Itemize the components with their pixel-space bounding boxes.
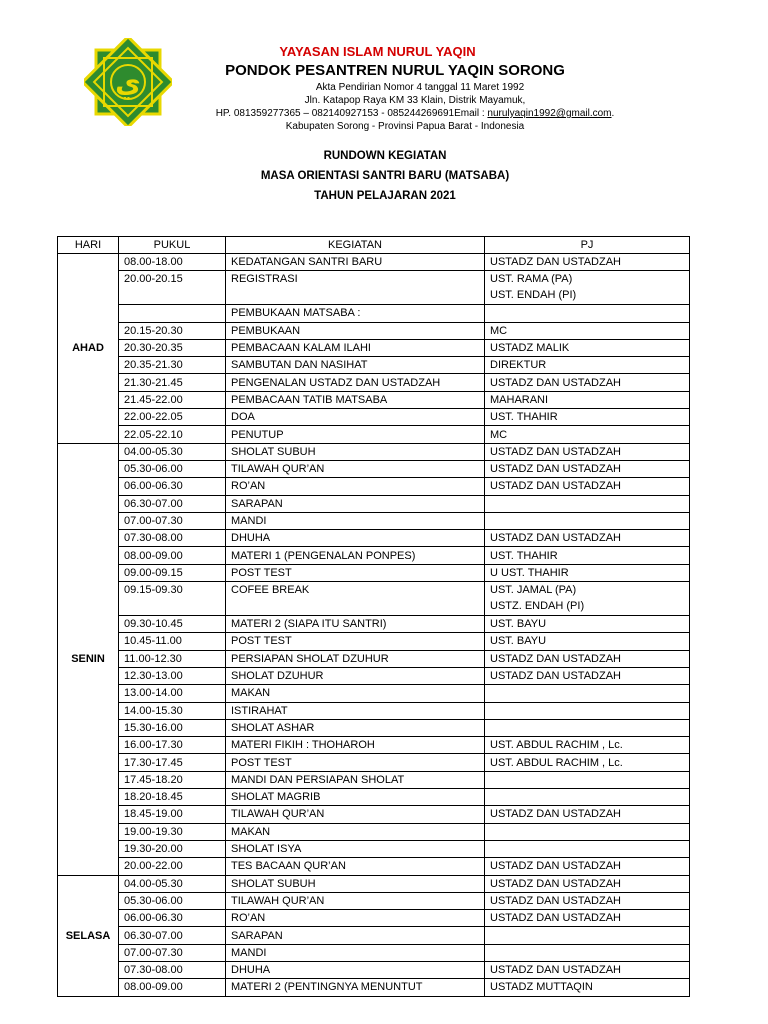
pj-line: USTZ. ENDAH (PI) xyxy=(490,600,585,613)
activity-cell: PENGENALAN USTADZ DAN USTADZAH xyxy=(226,374,485,391)
time-cell: 22.00-22.05 xyxy=(119,409,226,426)
table-body xyxy=(58,254,690,997)
activity-cell: KEDATANGAN SANTRI BARU xyxy=(226,254,485,271)
time-cell: 14.00-15.30 xyxy=(119,702,226,719)
activity-cell: SARAPAN xyxy=(226,927,485,944)
pj-cell xyxy=(485,582,690,616)
document-year: TAHUN PELAJARAN 2021 xyxy=(314,190,456,202)
header-hari: HARI xyxy=(58,237,119,254)
time-cell: 22.05-22.10 xyxy=(119,426,226,443)
activity-cell: DOA xyxy=(226,409,485,426)
table-row xyxy=(58,719,690,736)
table-row xyxy=(58,254,690,271)
activity-cell: PERSIAPAN SHOLAT DZUHUR xyxy=(226,650,485,667)
activity-cell: MATERI 2 (PENTINGNYA MENUNTUT xyxy=(226,979,485,996)
activity-cell: MANDI xyxy=(226,944,485,961)
pj-cell: MAHARANI xyxy=(485,391,690,408)
document-subtitle: MASA ORIENTASI SANTRI BARU (MATSABA) xyxy=(260,170,510,182)
table-row xyxy=(58,961,690,978)
pj-cell xyxy=(485,840,690,857)
pj-cell xyxy=(485,305,690,322)
table-row xyxy=(58,512,690,529)
pj-cell: USTADZ DAN USTADZAH xyxy=(485,650,690,667)
activity-cell: POST TEST xyxy=(226,633,485,650)
activity-cell: SHOLAT SUBUH xyxy=(226,443,485,460)
table-row xyxy=(58,737,690,754)
pj-cell: USTADZ DAN USTADZAH xyxy=(485,478,690,495)
time-cell: 20.35-21.30 xyxy=(119,357,226,374)
school-name: PONDOK PESANTREN NURUL YAQIN SORONG xyxy=(225,62,565,79)
table-header-row xyxy=(58,237,690,254)
time-cell: 20.00-20.15 xyxy=(119,271,226,305)
table-row xyxy=(58,771,690,788)
table-row xyxy=(58,564,690,581)
activity-cell: POST TEST xyxy=(226,754,485,771)
pj-line: UST. ENDAH (PI) xyxy=(490,289,577,302)
pj-cell xyxy=(485,823,690,840)
pj-cell: USTADZ MUTTAQIN xyxy=(485,979,690,996)
pj-cell xyxy=(485,495,690,512)
activity-cell: MAKAN xyxy=(226,823,485,840)
activity-cell: COFEE BREAK xyxy=(226,582,485,616)
pj-cell xyxy=(485,685,690,702)
table-row xyxy=(58,616,690,633)
pj-line: UST. JAMAL (PA) xyxy=(490,584,577,597)
activity-cell: RO’AN xyxy=(226,478,485,495)
akta-line: Akta Pendirian Nomor 4 tanggal 11 Maret 1992 xyxy=(315,82,525,93)
activity-cell: PEMBACAAN KALAM ILAHI xyxy=(226,339,485,356)
table-row xyxy=(58,460,690,477)
contact-phones: HP. 081359277365 – 082140927153 - 085244269691Email : xyxy=(215,108,488,119)
time-cell xyxy=(119,305,226,322)
pj-cell: USTADZ MALIK xyxy=(485,339,690,356)
table-row xyxy=(58,979,690,996)
activity-cell: SARAPAN xyxy=(226,495,485,512)
table-row xyxy=(58,305,690,322)
address-line: Jln. Katapop Raya KM 33 Klain, Distrik Mayamuk, xyxy=(304,95,526,106)
time-cell: 19.00-19.30 xyxy=(119,823,226,840)
pj-cell: USTADZ DAN USTADZAH xyxy=(485,910,690,927)
pj-cell xyxy=(485,927,690,944)
table-row xyxy=(58,667,690,684)
time-cell: 09.30-10.45 xyxy=(119,616,226,633)
time-cell: 08.00-09.00 xyxy=(119,979,226,996)
pj-cell: USTADZ DAN USTADZAH xyxy=(485,443,690,460)
activity-cell: TILAWAH QUR’AN xyxy=(226,806,485,823)
table-row xyxy=(58,530,690,547)
day-cell: AHAD xyxy=(58,254,119,444)
pj-cell: UST. BAYU xyxy=(485,616,690,633)
table-row xyxy=(58,910,690,927)
table-row xyxy=(58,582,690,616)
table-row xyxy=(58,944,690,961)
time-cell: 04.00-05.30 xyxy=(119,443,226,460)
pj-cell: USTADZ DAN USTADZAH xyxy=(485,961,690,978)
time-cell: 12.30-13.00 xyxy=(119,667,226,684)
table-row xyxy=(58,789,690,806)
pj-cell: UST. BAYU xyxy=(485,633,690,650)
pj-cell xyxy=(485,271,690,305)
table-row xyxy=(58,391,690,408)
table-row xyxy=(58,858,690,875)
table-row xyxy=(58,374,690,391)
table-row xyxy=(58,927,690,944)
activity-cell: SHOLAT MAGRIB xyxy=(226,789,485,806)
activity-cell: MANDI DAN PERSIAPAN SHOLAT xyxy=(226,771,485,788)
pj-cell: USTADZ DAN USTADZAH xyxy=(485,460,690,477)
time-cell: 07.30-08.00 xyxy=(119,961,226,978)
time-cell: 20.30-20.35 xyxy=(119,339,226,356)
pj-cell: USTADZ DAN USTADZAH xyxy=(485,875,690,892)
contact-suffix: . xyxy=(611,108,615,119)
activity-cell: REGISTRASI xyxy=(226,271,485,305)
table-row xyxy=(58,339,690,356)
time-cell: 17.30-17.45 xyxy=(119,754,226,771)
pj-cell: UST. ABDUL RACHIM , Lc. xyxy=(485,737,690,754)
pj-cell: U UST. THAHIR xyxy=(485,564,690,581)
activity-cell: MANDI xyxy=(226,512,485,529)
pj-cell: USTADZ DAN USTADZAH xyxy=(485,892,690,909)
table-row xyxy=(58,633,690,650)
time-cell: 09.15-09.30 xyxy=(119,582,226,616)
activity-cell: MATERI FIKIH : THOHAROH xyxy=(226,737,485,754)
time-cell: 08.00-09.00 xyxy=(119,547,226,564)
day-cell: SELASA xyxy=(58,875,119,996)
time-cell: 10.45-11.00 xyxy=(119,633,226,650)
table-row xyxy=(58,271,690,305)
time-cell: 04.00-05.30 xyxy=(119,875,226,892)
time-cell: 06.00-06.30 xyxy=(119,910,226,927)
activity-cell: SAMBUTAN DAN NASIHAT xyxy=(226,357,485,374)
time-cell: 06.30-07.00 xyxy=(119,927,226,944)
table-row xyxy=(58,754,690,771)
table-row xyxy=(58,547,690,564)
time-cell: 13.00-14.00 xyxy=(119,685,226,702)
table-row xyxy=(58,892,690,909)
time-cell: 21.30-21.45 xyxy=(119,374,226,391)
pj-cell xyxy=(485,944,690,961)
table-row xyxy=(58,409,690,426)
time-cell: 09.00-09.15 xyxy=(119,564,226,581)
pj-cell: USTADZ DAN USTADZAH xyxy=(485,858,690,875)
time-cell: 15.30-16.00 xyxy=(119,719,226,736)
time-cell: 20.15-20.30 xyxy=(119,322,226,339)
pj-cell: UST. ABDUL RACHIM , Lc. xyxy=(485,754,690,771)
header-pj: PJ xyxy=(485,237,690,254)
table-row xyxy=(58,840,690,857)
activity-cell: PEMBACAAN TATIB MATSABA xyxy=(226,391,485,408)
table-row xyxy=(58,443,690,460)
pj-line: UST. RAMA (PA) xyxy=(490,273,573,286)
rundown-table xyxy=(57,236,690,997)
activity-cell: SHOLAT ISYA xyxy=(226,840,485,857)
activity-cell: MATERI 1 (PENGENALAN PONPES) xyxy=(226,547,485,564)
pj-cell: UST. THAHIR xyxy=(485,547,690,564)
pj-cell: DIREKTUR xyxy=(485,357,690,374)
time-cell: 19.30-20.00 xyxy=(119,840,226,857)
pj-cell: USTADZ DAN USTADZAH xyxy=(485,374,690,391)
header-pukul: PUKUL xyxy=(119,237,226,254)
activity-cell: DHUHA xyxy=(226,961,485,978)
activity-cell: SHOLAT SUBUH xyxy=(226,875,485,892)
table-row xyxy=(58,875,690,892)
email-link[interactable]: nurulyaqin1992@gmail.com xyxy=(487,108,612,119)
table-row xyxy=(58,426,690,443)
activity-cell: PEMBUKAAN MATSABA : xyxy=(226,305,485,322)
time-cell: 07.00-07.30 xyxy=(119,944,226,961)
table-row xyxy=(58,685,690,702)
activity-cell: MATERI 2 (SIAPA ITU SANTRI) xyxy=(226,616,485,633)
activity-cell: MAKAN xyxy=(226,685,485,702)
document-title: RUNDOWN KEGIATAN xyxy=(323,150,447,162)
time-cell: 18.20-18.45 xyxy=(119,789,226,806)
activity-cell: TILAWAH QUR’AN xyxy=(226,892,485,909)
pj-cell: USTADZ DAN USTADZAH xyxy=(485,806,690,823)
time-cell: 18.45-19.00 xyxy=(119,806,226,823)
table-row xyxy=(58,495,690,512)
pj-cell xyxy=(485,771,690,788)
pj-cell xyxy=(485,702,690,719)
pj-cell: MC xyxy=(485,322,690,339)
time-cell: 08.00-18.00 xyxy=(119,254,226,271)
pj-cell: UST. THAHIR xyxy=(485,409,690,426)
table-row xyxy=(58,357,690,374)
table-row xyxy=(58,823,690,840)
table-row xyxy=(58,806,690,823)
pj-cell: MC xyxy=(485,426,690,443)
contact-line xyxy=(200,108,630,119)
time-cell: 20.00-22.00 xyxy=(119,858,226,875)
pj-cell xyxy=(485,719,690,736)
pj-cell: USTADZ DAN USTADZAH xyxy=(485,530,690,547)
pj-cell xyxy=(485,789,690,806)
table-row xyxy=(58,478,690,495)
activity-cell: SHOLAT ASHAR xyxy=(226,719,485,736)
activity-cell: TILAWAH QUR’AN xyxy=(226,460,485,477)
table-row xyxy=(58,650,690,667)
time-cell: 07.30-08.00 xyxy=(119,530,226,547)
pesantren-logo xyxy=(84,38,172,126)
time-cell: 11.00-12.30 xyxy=(119,650,226,667)
time-cell: 05.30-06.00 xyxy=(119,460,226,477)
table-row xyxy=(58,702,690,719)
activity-cell: PENUTUP xyxy=(226,426,485,443)
time-cell: 21.45-22.00 xyxy=(119,391,226,408)
pj-cell: USTADZ DAN USTADZAH xyxy=(485,667,690,684)
activity-cell: RO’AN xyxy=(226,910,485,927)
foundation-name: YAYASAN ISLAM NURUL YAQIN xyxy=(279,44,476,59)
day-cell: SENIN xyxy=(58,443,119,875)
time-cell: 06.30-07.00 xyxy=(119,495,226,512)
activity-cell: ISTIRAHAT xyxy=(226,702,485,719)
pj-cell: USTADZ DAN USTADZAH xyxy=(485,254,690,271)
time-cell: 17.45-18.20 xyxy=(119,771,226,788)
time-cell: 16.00-17.30 xyxy=(119,737,226,754)
time-cell: 07.00-07.30 xyxy=(119,512,226,529)
time-cell: 06.00-06.30 xyxy=(119,478,226,495)
activity-cell: PEMBUKAAN xyxy=(226,322,485,339)
activity-cell: SHOLAT DZUHUR xyxy=(226,667,485,684)
time-cell: 05.30-06.00 xyxy=(119,892,226,909)
logo-glyph: ي xyxy=(115,66,141,99)
activity-cell: DHUHA xyxy=(226,530,485,547)
activity-cell: TES BACAAN QUR’AN xyxy=(226,858,485,875)
kabupaten-line: Kabupaten Sorong - Provinsi Papua Barat - Indonesia xyxy=(285,121,525,132)
pj-cell xyxy=(485,512,690,529)
activity-cell: POST TEST xyxy=(226,564,485,581)
table-row xyxy=(58,322,690,339)
header-kegiatan: KEGIATAN xyxy=(226,237,485,254)
